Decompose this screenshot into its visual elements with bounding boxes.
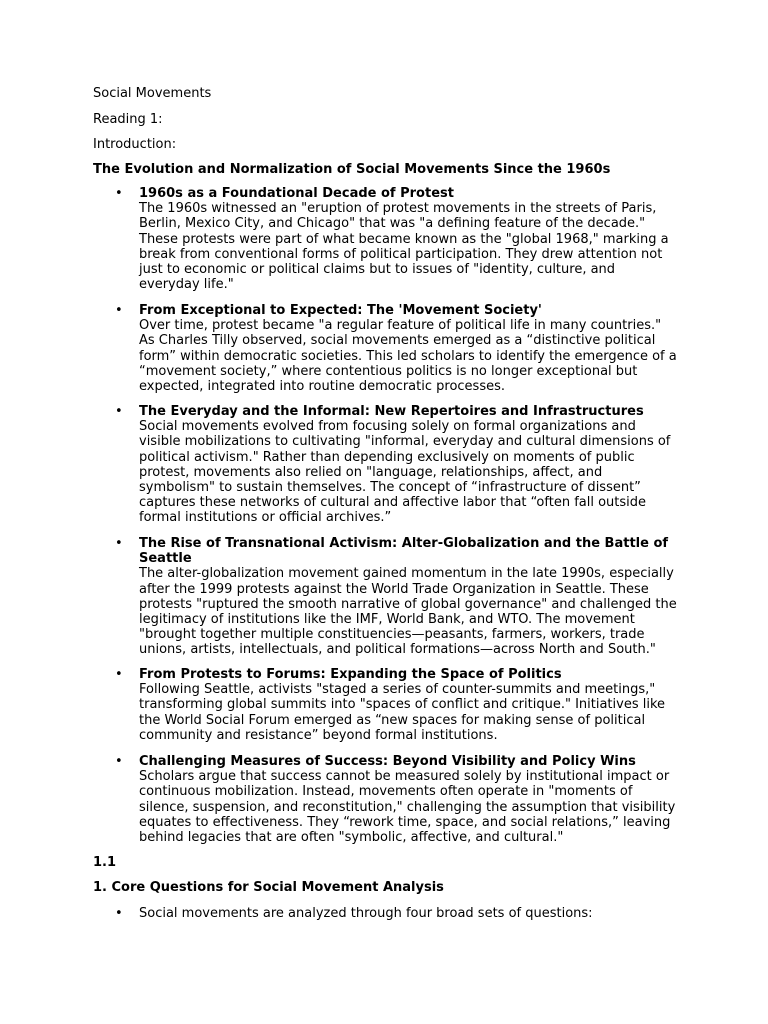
list-item-line: “movement society,” where contentious politics is no longer exceptional but [139,363,638,379]
bullet-dot: • [115,667,123,682]
list-item-title: From Protests to Forums: Expanding the Space of Politics [139,667,562,682]
list-item [93,404,693,526]
bullet-dot: • [115,186,123,201]
list-item-line: break from conventional forms of political participation. They drew attention not [139,246,663,262]
list-item-title: From Exceptional to Expected: The 'Movement Society' [139,303,542,318]
section-heading-core-questions: 1. Core Questions for Social Movement Analysis [93,880,444,895]
list-item-line: Over time, protest became "a regular feature of political life in many countries." [139,318,662,334]
list-item-line: Social movements evolved from focusing solely on formal organizations and [139,419,636,435]
bullet-dot: • [115,536,123,551]
list-item-line: legitimacy of institutions like the IMF, World Bank, and WTO. The movement [139,612,635,628]
list-item-line: the World Social Forum emerged as “new spaces for making sense of political [139,712,646,728]
list-item-line: continuous mobilization. Instead, movements often operate in "moments of [139,784,633,800]
section-number: 1.1 [93,855,117,870]
section-heading-evolution: The Evolution and Normalization of Social Movements Since the 1960s [93,162,611,177]
list-item-line: "brought together multiple constituencies—peasants, farmers, workers, trade [139,627,645,643]
bullet-dot: • [115,906,123,921]
list-item-line: silence, suspension, and reconstitution," challenging the assumption that visibility [139,799,676,815]
list-item-line: protests "ruptured the smooth narrative of global governance" and challenged the [139,596,677,612]
list-item-line: just to economic or political claims but to issues of "identity, culture, and [139,262,616,278]
list-item-line: expected, integrated into routine democratic processes. [139,379,505,395]
list-item-line: captures these networks of cultural and affective labor that “often fall outside [139,495,647,511]
list-item-line: transforming global summits into "spaces of conflict and critique." Initiatives like [139,697,666,713]
list-item-line: symbolism" to sustain themselves. The concept of “infrastructure of dissent” [139,480,641,496]
list-item [93,906,693,921]
list-item-line: political activism." Rather than depending exclusively on moments of public [139,449,635,465]
list-item [93,536,693,658]
list-item-line: Berlin, Mexico City, and Chicago" that was "a defining feature of the decade." [139,216,646,232]
list-item-line: community and resistance” beyond formal institutions. [139,727,498,743]
list-item [93,667,693,743]
introduction-label: Introduction: [93,137,177,152]
list-item-line: Social movements are analyzed through four broad sets of questions: [139,906,593,921]
doc-title: Social Movements [93,86,212,101]
list-item-line: formal institutions or official archives.” [139,510,392,526]
list-item-line: The 1960s witnessed an "eruption of protest movements in the streets of Paris, [139,201,657,217]
list-item-title: The Rise of Transnational Activism: Alter-Globalization and the Battle of [139,536,669,551]
bullet-dot: • [115,303,123,318]
list-item-line: The alter-globalization movement gained momentum in the late 1990s, especially [139,566,674,582]
list-item-line: Following Seattle, activists "staged a series of counter-summits and meetings," [139,682,656,698]
list-item-line: As Charles Tilly observed, social movements emerged as a “distinctive political [139,333,656,349]
list-item [93,186,693,292]
list-item-line: protest, movements also relied on "language, relationships, affect, and [139,464,603,480]
list-item-line: equates to effectiveness. They “rework time, space, and social relations,” leaving [139,814,671,830]
list-item [93,754,693,845]
list-item-title: The Everyday and the Informal: New Repertoires and Infrastructures [139,404,644,419]
list-item-line: unions, artists, intellectuals, and political formations—across North and South." [139,642,656,658]
list-item-title-cont: Seattle [139,551,192,567]
list-item-line: after the 1999 protests against the World Trade Organization in Seattle. These [139,581,649,597]
bullet-dot: • [115,404,123,419]
list-item-title: Challenging Measures of Success: Beyond Visibility and Policy Wins [139,754,636,769]
list-item-line: Scholars argue that success cannot be measured solely by institutional impact or [139,769,670,785]
list-item-title: 1960s as a Foundational Decade of Protest [139,186,454,201]
bullet-dot: • [115,754,123,769]
list-item [93,303,693,394]
reading-label: Reading 1: [93,112,163,127]
list-item-line: behind legacies that are often "symbolic, affective, and cultural." [139,830,564,846]
list-item-line: everyday life." [139,277,234,293]
list-item-line: These protests were part of what became known as the "global 1968," marking a [139,231,669,247]
list-item-line: visible mobilizations to cultivating "informal, everyday and cultural dimensions of [139,434,671,450]
list-item-line: form” within democratic societies. This led scholars to identify the emergence of a [139,348,677,364]
